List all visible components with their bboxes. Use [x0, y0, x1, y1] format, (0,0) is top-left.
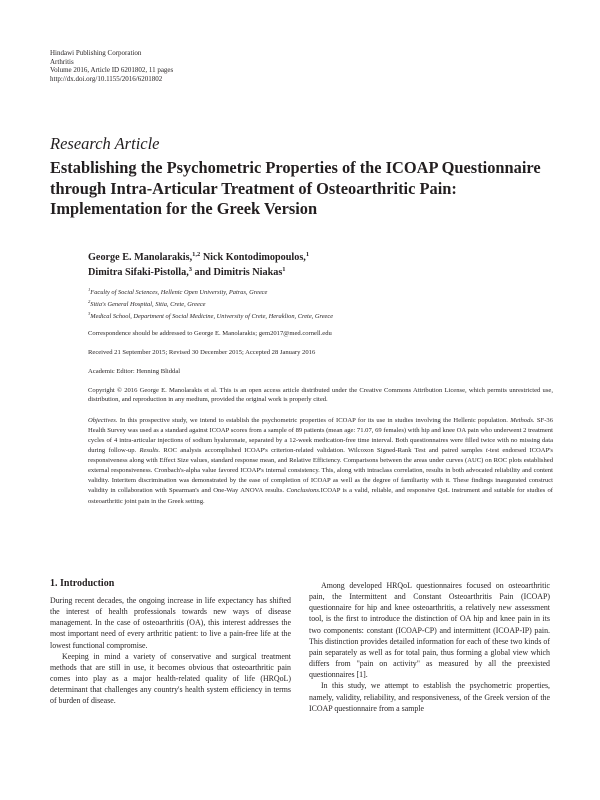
author-name: Nick Kontodimopoulos, [202, 252, 306, 263]
abstract-objectives-label: Objectives. [88, 416, 118, 424]
author-affiliation-ref: 1,2 [192, 251, 201, 258]
abstract-conclusions: ICOAP is a valid, reliable, and responsive QoL instrument and suitable for studies of osteoarthritic joint pain in the Greek setting. [88, 487, 553, 505]
body-paragraph: In this study, we attempt to establish the psychometric properties, namely, validity, reliability, and responsiveness, of the Greek version of the ICOAP questionnaire from a sample [309, 681, 550, 713]
affiliation-number: 1 [88, 287, 91, 292]
abstract-methods-label: Methods. [510, 416, 535, 424]
abstract-methods: SF-36 Health Survey was used as a standard against ICOAP scores from a sample of 89 patients (mean age: 71.07, 69 females) with hip and knee OA pain who underwent 2 treatment cycles of 4 intra-articular injections of sodium hyaluronate, separated by a 12-week medication-free time interval. Both questionnaires were filled twice with no missing data during follow-up. [88, 416, 553, 455]
affiliation-item [88, 299, 553, 311]
author-list [88, 250, 553, 280]
author-name: Dimitra Sifaki-Pistolla, [88, 267, 189, 278]
journal-name: Arthritis [50, 57, 74, 66]
abstract [88, 416, 553, 507]
journal-header [50, 49, 173, 83]
abstract-results-cont: -test endorsed ICOAP's responsiveness along with Effect Size values, standard response mean, and Relative Efficiency. Comparisons between the areas under curves (AUC) on ROC plots established external responsiveness. Cronbach's-alpha value favored ICOAP's internal consistency. This, along with intraclass correlation, results in both advocated reliability and content validity. Interitem discrimination was demonstrated by the ease of completion of ICOAP as well as the degree of familiarity with it. These findings inaugurated construct validity in collaboration with Spearman's and One-Way ANOVA results. [88, 447, 553, 495]
body-column-left [50, 578, 291, 707]
body-paragraph: Among developed HRQoL questionnaires focused on osteoarthritic pain, the Intermittent and Constant Osteoarthritis Pain (ICOAP) questionnaire for hip and knee osteoarthritis, a relatively new assessment tool, is the first to introduce the distinction of OA hip and knee pain in its two components: constant (ICOAP-CP) and intermittent (ICOAP-IP) pain. This distinction provides detailed information for each of these two kinds of pain separately as well as for total pain, thus forming a global view which differs from "pain on activity" as measured by all the preexisted questionnaires [1]. [309, 581, 550, 680]
article-type: Research Article [50, 134, 160, 153]
section-heading: 1. Introduction [50, 578, 115, 589]
affiliation-item [88, 311, 553, 323]
affiliation-list [88, 287, 553, 323]
body-paragraph: During recent decades, the ongoing increase in life expectancy has shifted the interest of health professionals towards new ways of disease management. In the case of osteoarthritis (OA), this interest addresses the most important need of every arthritic patient: to live a pain-free life at the lowest functional compromise. [50, 596, 291, 650]
body-paragraph: Keeping in mind a variety of conservative and surgical treatment methods that are still in use, it becomes obvious that osteoarthritic pain comes into play as a major health-related quality of life (HRQoL) determinant that challenges any country's health system efficiency in terms of burden of disease. [50, 651, 291, 706]
article-title: Establishing the Psychometric Properties of the ICOAP Questionnaire through Intra-Articular Treatment of Osteoarthritic Pain: Implementation for the Greek Version [50, 158, 541, 218]
affiliation-text: Medical School, Department of Social Medicine, University of Crete, Heraklion, Crete, Greece [90, 313, 334, 320]
author-affiliation-ref: 1 [305, 251, 310, 258]
affiliation-number: 2 [88, 299, 91, 304]
body-column-right [309, 580, 550, 714]
front-matter [88, 250, 553, 513]
correspondence: Correspondence should be addressed to George E. Manolarakis; gem2017@med.cornell.edu [88, 330, 332, 337]
author-conjunction: and [194, 267, 211, 278]
abstract-results-label: Results. [139, 447, 161, 455]
publisher-name: Hindawi Publishing Corporation [50, 49, 142, 57]
author-affiliation-ref: 3 [188, 266, 192, 273]
affiliation-text: Faculty of Social Sciences, Hellenic Open University, Patras, Greece [90, 289, 268, 296]
author-name: Dimitris Niakas [213, 267, 283, 278]
affiliation-number: 3 [88, 311, 91, 316]
affiliation-item [88, 287, 553, 299]
doi-link[interactable]: http://dx.doi.org/10.1155/2016/6201802 [50, 74, 163, 83]
article-dates: Received 21 September 2015; Revised 30 December 2015; Accepted 28 January 2016 [88, 349, 316, 356]
academic-editor: Academic Editor: Henning Bliddal [88, 368, 181, 375]
abstract-objectives: In this prospective study, we intend to establish the psychometric properties of ICOAP for its use in studies involving the Hellenic population. [117, 416, 511, 424]
affiliation-text: Sitia's General Hospital, Sitia, Crete, Greece [90, 301, 206, 308]
author-affiliation-ref: 1 [282, 266, 286, 273]
volume-info: Volume 2016, Article ID 6201802, 11 pages [50, 66, 174, 75]
author-name: George E. Manolarakis, [88, 252, 193, 263]
copyright-notice: Copyright © 2016 George E. Manolarakis et al. This is an open access article distributed under the Creative Commons Attribution License, which permits unrestricted use, distribution, and reproduction in any medium, provided the original work is properly cited. [88, 387, 553, 404]
abstract-conclusions-label: Conclusions. [286, 487, 321, 495]
abstract-results: ROC analysis accomplished ICOAP's criterion-related validation. Wilcoxon Signed-Rank Test and paired samples [160, 447, 486, 455]
abstract-t-label: t [485, 447, 488, 455]
